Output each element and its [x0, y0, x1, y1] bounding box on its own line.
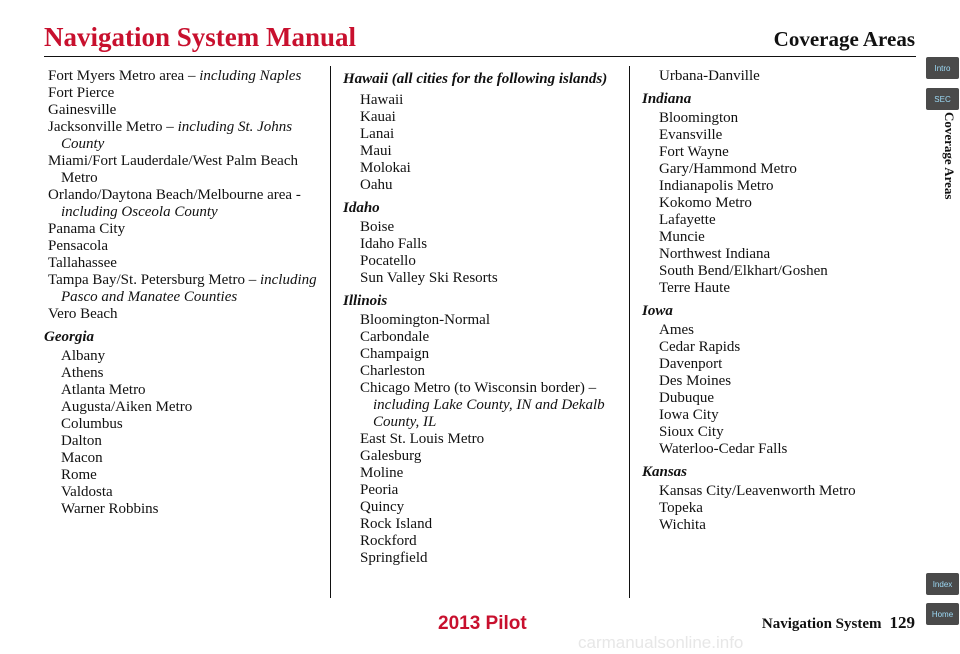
list-item: Charleston [360, 363, 425, 379]
index-tab-button[interactable]: Index [926, 573, 959, 595]
idaho-list [343, 219, 623, 287]
list-item: Lafayette [659, 212, 716, 228]
list-item: Terre Haute [659, 280, 730, 296]
state-heading-kansas: Kansas [642, 464, 688, 480]
home-tab-button[interactable]: Home [926, 603, 959, 625]
list-item: Hawaii [360, 92, 404, 108]
list-item: Rockford [360, 533, 417, 549]
list-item: Davenport [659, 356, 723, 372]
list-item: Athens [61, 365, 104, 381]
list-item: Miami/Fort Lauderdale/West Palm Beach Metro [48, 153, 298, 186]
list-item: Cedar Rapids [659, 339, 741, 355]
list-item: Macon [61, 450, 103, 466]
list-item: Ames [659, 322, 694, 338]
list-item: Northwest Indiana [659, 246, 771, 262]
state-heading-hawaii: Hawaii (all cities for the following islands) [343, 71, 608, 87]
state-heading-iowa: Iowa [642, 303, 673, 319]
page-number: 129 [889, 613, 915, 632]
illinois-list [343, 312, 623, 567]
list-item: Kokomo Metro [659, 195, 752, 211]
list-item: Champaign [360, 346, 430, 362]
list-item: Kauai [360, 109, 396, 125]
list-item: Topeka [659, 500, 703, 516]
list-item: Carbondale [360, 329, 430, 345]
list-item: Evansville [659, 127, 723, 143]
hawaii-list [343, 92, 623, 194]
list-item: Bloomington [659, 110, 739, 126]
list-item: Warner Robbins [61, 501, 159, 517]
list-item: Peoria [360, 482, 399, 498]
list-item: South Bend/Elkhart/Goshen [659, 263, 828, 279]
list-item: Indianapolis Metro [659, 178, 774, 194]
list-item: Sioux City [659, 424, 724, 440]
indiana-list [642, 110, 912, 297]
list-item: Dalton [61, 433, 102, 449]
column-divider-2 [629, 66, 630, 598]
model-watermark: 2013 Pilot [438, 613, 527, 634]
georgia-list [44, 348, 324, 518]
column-2 [343, 68, 623, 567]
column-divider-1 [330, 66, 331, 598]
intro-tab-button[interactable]: Intro [926, 57, 959, 79]
list-item: Kansas City/Leavenworth Metro [659, 483, 856, 499]
list-item: Rock Island [360, 516, 433, 532]
list-item: Augusta/Aiken Metro [61, 399, 193, 415]
state-heading-indiana: Indiana [642, 91, 692, 107]
list-item: Atlanta Metro [61, 382, 146, 398]
list-item: Pocatello [360, 253, 416, 269]
list-item: Valdosta [61, 484, 113, 500]
list-item: Galesburg [360, 448, 422, 464]
site-watermark: carmanualsonline.info [578, 633, 744, 652]
list-item: Columbus [61, 416, 123, 432]
list-item: Gary/Hammond Metro [659, 161, 797, 177]
list-item: Albany [61, 348, 106, 364]
list-item: Molokai [360, 160, 411, 176]
list-item: Springfield [360, 550, 428, 566]
section-title: Coverage Areas [773, 27, 915, 51]
column-1 [44, 68, 324, 518]
column-3 [642, 68, 912, 534]
list-item: Waterloo-Cedar Falls [659, 441, 788, 457]
list-item: Bloomington-Normal [360, 312, 490, 328]
list-item: Vero Beach [48, 306, 118, 322]
list-item: Fort Myers Metro area – including Naples [48, 68, 302, 84]
list-item: Des Moines [659, 373, 732, 389]
list-item: Pensacola [48, 238, 108, 254]
page-title: Navigation System Manual [44, 22, 357, 52]
list-item: Muncie [659, 229, 705, 245]
list-item: Orlando/Daytona Beach/Melbourne area - including Osceola County [48, 187, 301, 220]
florida-continued-list [44, 68, 324, 323]
iowa-list [642, 322, 912, 458]
list-item: Idaho Falls [360, 236, 428, 252]
list-item: Quincy [360, 499, 405, 515]
list-item: Wichita [659, 517, 706, 533]
sidebar-section-label: Coverage Areas [942, 112, 957, 200]
list-item: Gainesville [48, 102, 117, 118]
list-item: East St. Louis Metro [360, 431, 485, 447]
state-heading-idaho: Idaho [343, 200, 380, 216]
list-item: Panama City [48, 221, 126, 237]
list-item: Tampa Bay/St. Petersburg Metro – including Pasco and Manatee Counties [48, 272, 317, 305]
list-item: Chicago Metro (to Wisconsin border) – including Lake County, IN and Dekalb County, IL [360, 380, 605, 430]
state-heading-georgia: Georgia [44, 329, 94, 345]
kansas-list [642, 483, 912, 534]
list-item: Oahu [360, 177, 393, 193]
illinois-continued-list [642, 68, 912, 85]
sec-tab-button[interactable]: SEC [926, 88, 959, 110]
list-item: Moline [360, 465, 404, 481]
list-item: Fort Pierce [48, 85, 115, 101]
list-item: Dubuque [659, 390, 714, 406]
list-item: Sun Valley Ski Resorts [360, 270, 498, 286]
list-item: Jacksonville Metro – including St. Johns County [48, 119, 293, 152]
list-item: Tallahassee [48, 255, 117, 271]
state-heading-illinois: Illinois [343, 293, 388, 309]
list-item: Urbana-Danville [659, 68, 760, 84]
header-rule [44, 56, 916, 57]
footer [762, 613, 915, 633]
list-item: Maui [360, 143, 392, 159]
list-item: Boise [360, 219, 395, 235]
list-item: Fort Wayne [659, 144, 729, 160]
list-item: Iowa City [659, 407, 719, 423]
list-item: Rome [61, 467, 97, 483]
list-item: Lanai [360, 126, 395, 142]
footer-label: Navigation System [761, 616, 882, 632]
